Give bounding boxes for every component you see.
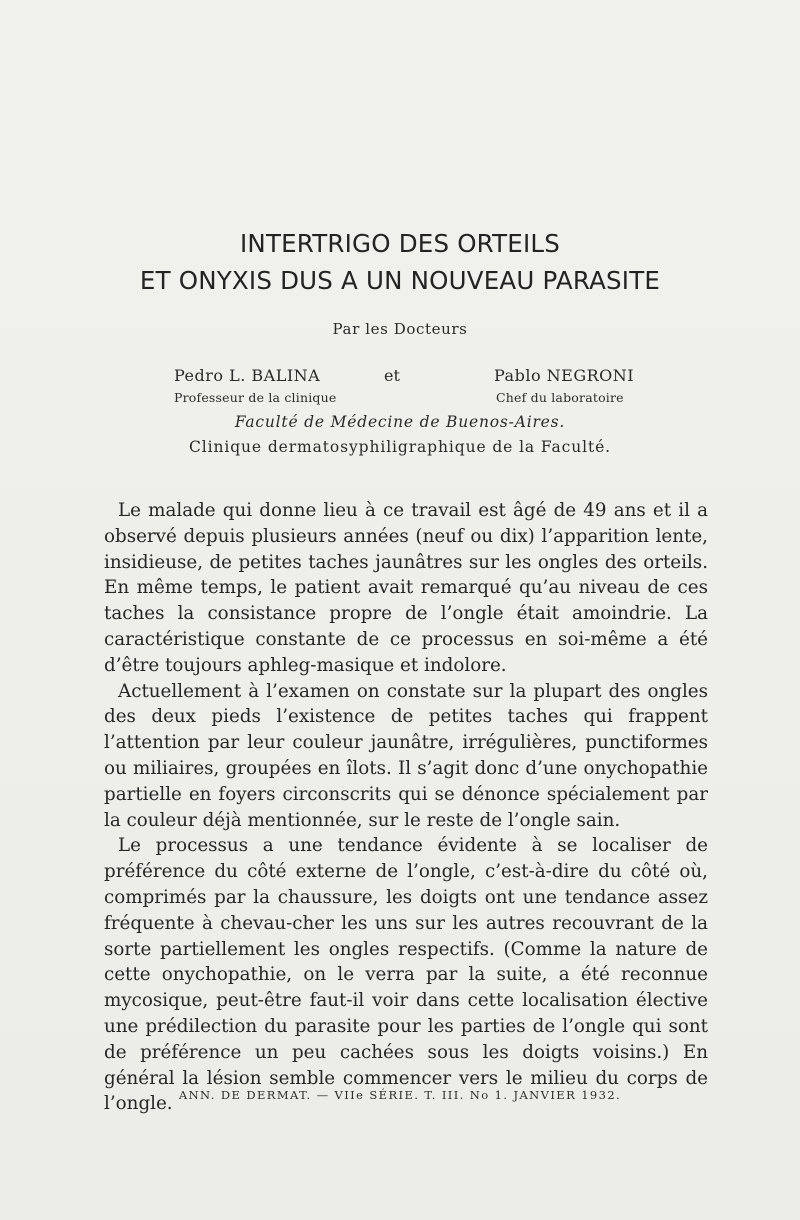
author-right-name: Pablo NEGRONI xyxy=(494,366,635,385)
author-left-name: Pedro L. BALINA xyxy=(174,366,321,385)
article-body xyxy=(104,498,708,1117)
article-title-line-1: INTERTRIGO DES ORTEILS xyxy=(240,229,560,258)
paragraph-2: Actuellement à l’examen on constate sur la plupart des ongles des deux pieds l’existence de petites taches qui frappent l’attention par leur couleur jaunâtre, irrégulières, punctiformes ou miliaires, groupées en îlots. Il s’agit donc d’une onychopathie partielle en foyers circonscrits qui se dénonce spécialement par la couleur déjà mentionnée, sur le reste de l’ongle sain. xyxy=(104,680,708,831)
paragraph-1: Le malade qui donne lieu à ce travail est âgé de 49 ans et il a observé depuis plusieurs années (neuf ou dix) l’apparition lente, insidieuse, de petites taches jaunâtres sur les ongles des orteils. En même temps, le patient avait remarqué qu’au niveau de ces taches la consistance propre de l’ongle était amoindrie. La caractéristique constante de ce processus en soi-même a été d’être toujours aphleg-masique et indolore. xyxy=(104,500,708,676)
author-left-role: Professeur de la clinique xyxy=(174,390,337,405)
author-conjunction: et xyxy=(384,366,400,385)
author-right-role: Chef du laboratoire xyxy=(496,390,624,405)
affiliation-faculty: Faculté de Médecine de Buenos-Aires. xyxy=(234,413,566,431)
journal-footer: ANN. DE DERMAT. — VIIe SÉRIE. T. III. No 1. JANVIER 1932. xyxy=(178,1088,622,1102)
article-title-line-2: ET ONYXIS DUS A UN NOUVEAU PARASITE xyxy=(139,266,661,295)
affiliation-clinic: Clinique dermatosyphiligraphique de la Faculté. xyxy=(189,438,611,456)
paragraph-3: Le processus a une tendance évidente à se localiser de préférence du côté externe de l’ongle, c’est-à-dire du côté où, comprimés par la chaussure, les doigts ont une tendance assez fréquente à chevau-cher les uns sur les autres recouvrant de la sorte partiellement les ongles respectifs. (Comme la nature de cette onychopathie, on le verra par la suite, a été reconnue mycosique, peut-être faut-il voir dans cette localisation élective une prédilection du parasite pour les parties de l’ongle qui sont de préférence un peu cachées sous les doigts voisins.) En général la lésion semble commencer vers le milieu du corps de l’ongle. xyxy=(104,835,708,1115)
byline: Par les Docteurs xyxy=(332,320,468,338)
